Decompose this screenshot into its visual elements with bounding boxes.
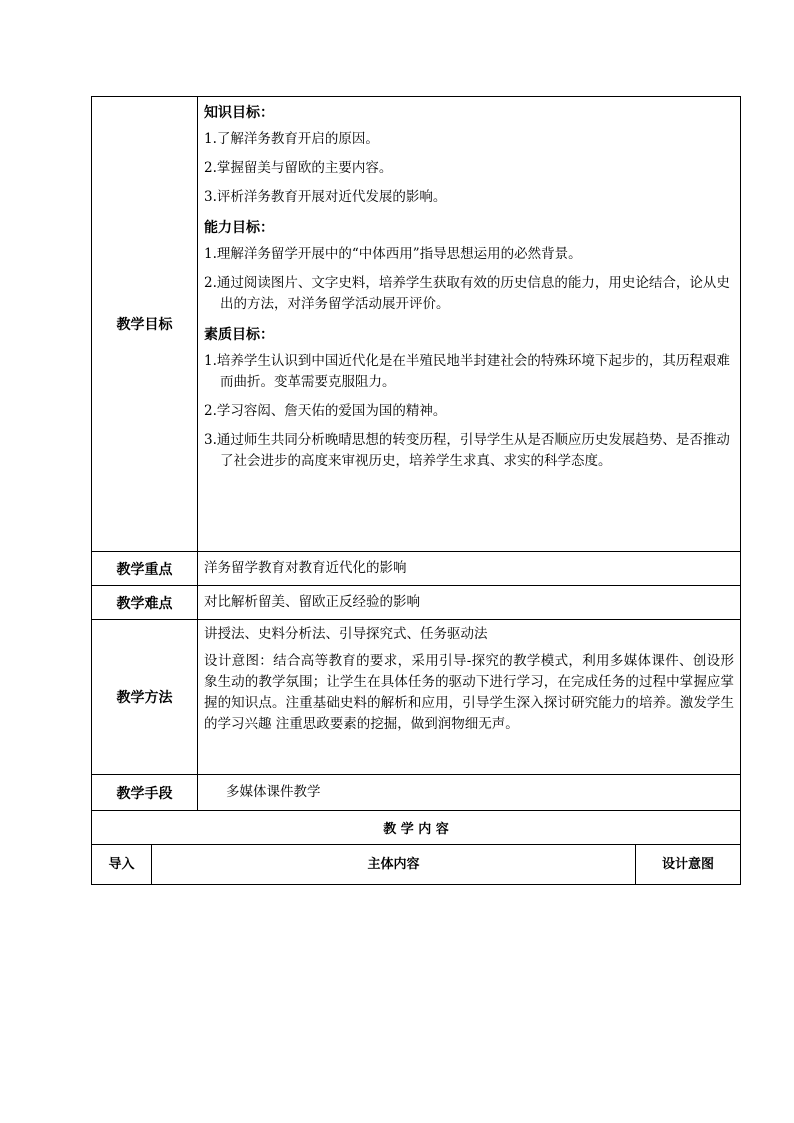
means-text: 多媒体课件教学	[226, 784, 321, 800]
ability-title: 能力目标：	[204, 220, 274, 236]
main-column-header: 主体内容	[152, 845, 636, 884]
key-point-row	[91, 552, 741, 586]
knowledge-title: 知识目标：	[204, 105, 274, 121]
means-row	[91, 775, 741, 811]
methods-text: 讲授法、史料分析法、引导探究式、任务驱动法	[204, 626, 488, 642]
means-label: 教学手段	[92, 775, 198, 810]
quality-item: 2.学习容闳、詹天佑的爱国为国的精神。	[204, 403, 447, 419]
method-label: 教学方法	[92, 620, 198, 774]
objectives-content	[198, 97, 740, 551]
quality-item: 1.培养学生认识到中国近代化是在半殖民地半封建社会的特殊环境下起步的，其历程艰难而曲折。变革需要克服阻力。	[204, 353, 730, 390]
difficulty-text: 对比解析留美、留欧正反经验的影响	[204, 594, 420, 610]
lesson-plan-table	[91, 96, 741, 885]
quality-title: 素质目标：	[204, 327, 274, 343]
method-row	[91, 620, 741, 775]
design-intent-text: 设计意图：结合高等教育的要求，采用引导-探究的教学模式，利用多媒体课件、创设形象生动的教学氛围；让学生在具体任务的驱动下进行学习，在完成任务的过程中掌握应掌握的知识点。注重基础史料的解析和应用，引导学生深入探讨研究能力的培养。激发学生的学习兴趣 注重思政要素的挖掘，做到润物细无声。	[204, 653, 734, 732]
content-header: 教 学 内 容	[383, 822, 449, 837]
column-header-row	[91, 845, 741, 885]
knowledge-item: 2.掌握留美与留欧的主要内容。	[204, 160, 393, 176]
content-header-row	[91, 811, 741, 845]
difficulty-label: 教学难点	[92, 586, 198, 619]
ability-item: 2.通过阅读图片、文字史料，培养学生获取有效的历史信息的能力，用史论结合，论从史出的方法，对洋务留学活动展开评价。	[204, 275, 730, 312]
difficulty-row	[91, 586, 741, 620]
objectives-row	[91, 96, 741, 552]
ability-item: 1.理解洋务留学开展中的“中体西用”指导思想运用的必然背景。	[204, 246, 582, 262]
knowledge-item: 3.评析洋务教育开展对近代发展的影响。	[204, 189, 447, 205]
intro-column-header: 导入	[92, 845, 152, 884]
key-point-text: 洋务留学教育对教育近代化的影响	[204, 560, 407, 576]
key-point-label: 教学重点	[92, 552, 198, 585]
intent-column-header: 设计意图	[661, 857, 714, 872]
objectives-label: 教学目标	[92, 97, 198, 551]
knowledge-item: 1.了解洋务教育开启的原因。	[204, 131, 379, 147]
method-content	[198, 620, 740, 774]
quality-item: 3.通过师生共同分析晚晴思想的转变历程，引导学生从是否顺应历史发展趋势、是否推动了社会进步的高度来审视历史，培养学生求真、求实的科学态度。	[204, 432, 730, 469]
